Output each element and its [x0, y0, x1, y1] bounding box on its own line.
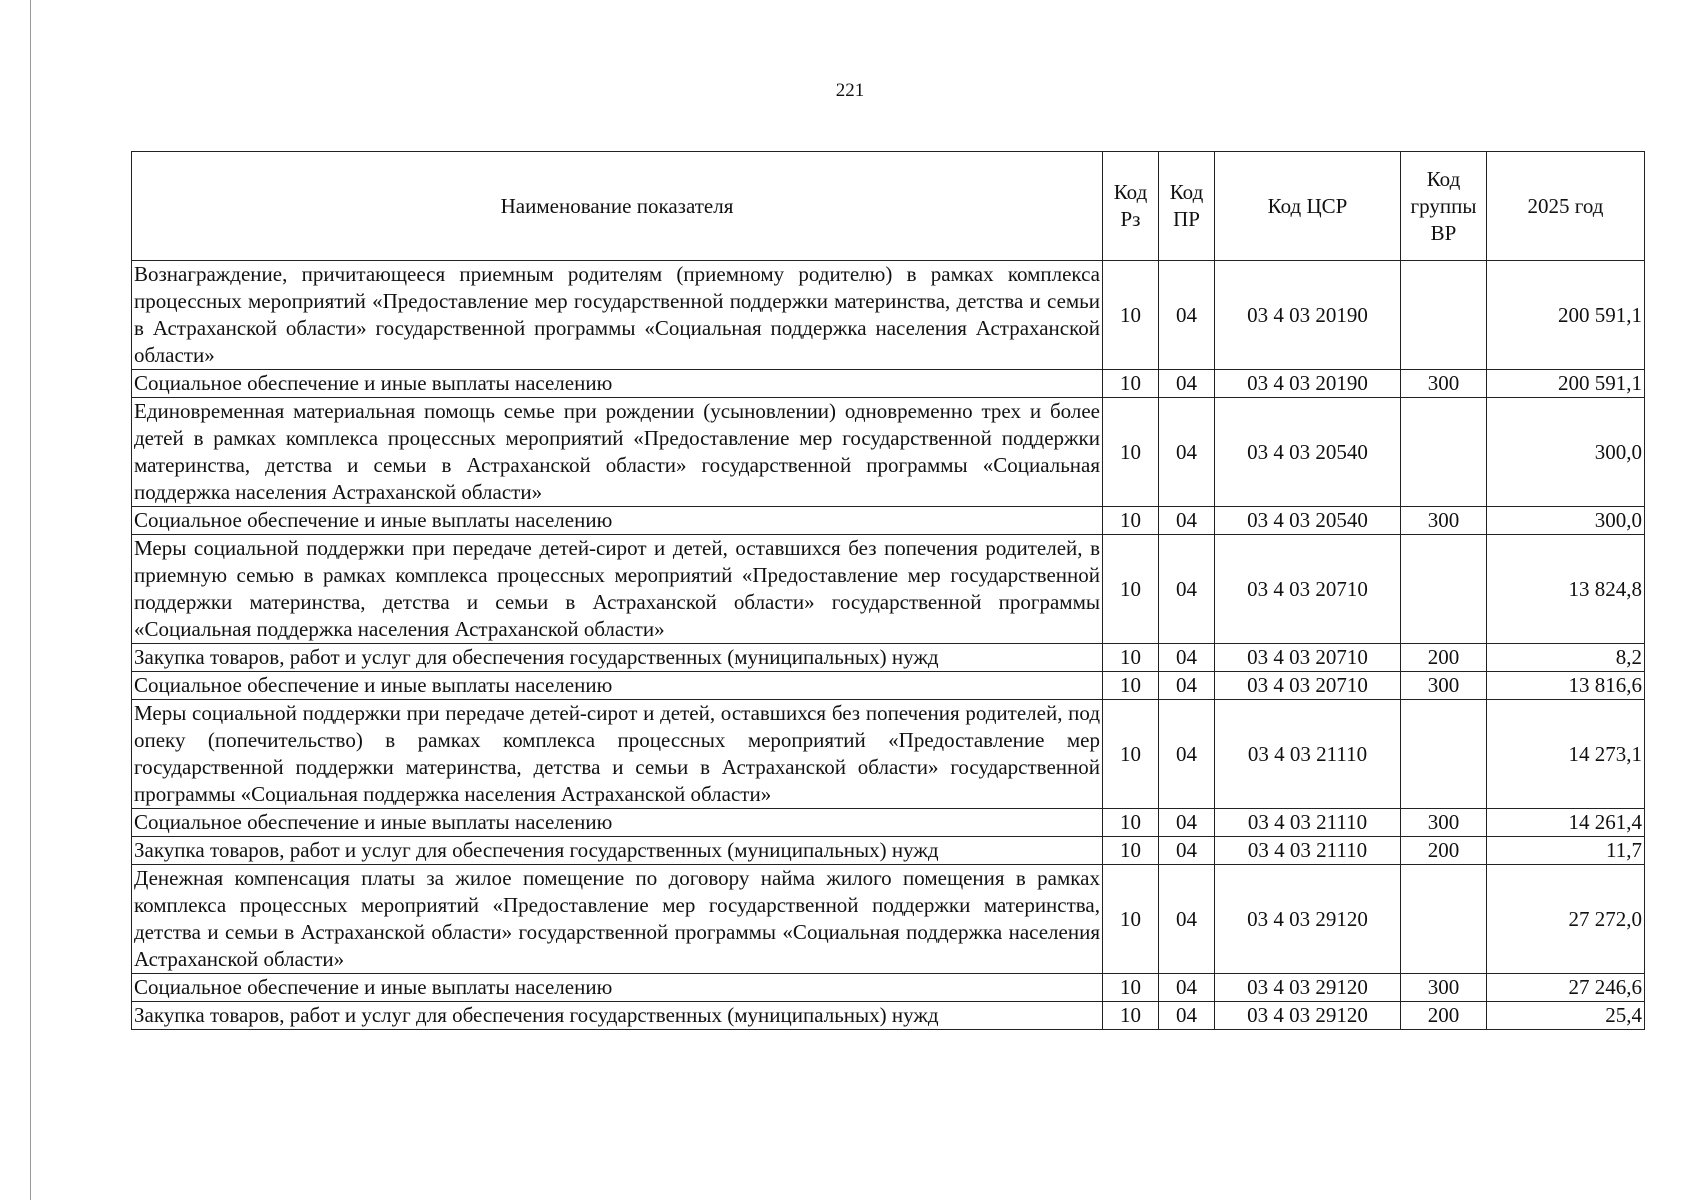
cell-name: Меры социальной поддержки при передаче детей-сирот и детей, оставшихся без попечения родителей, в приемную семью в рамках комплекса процессных мероприятий «Предоставление мер государственной поддержки материнства, детства и семьи в Астраханской области» государственной программы «Социальная поддержка населения Астраханской области» — [132, 535, 1103, 644]
cell-amount: 27 272,0 — [1487, 865, 1645, 974]
cell-vr: 200 — [1401, 644, 1487, 672]
cell-name: Вознаграждение, причитающееся приемным родителям (приемному родителю) в рамках комплекса процессных мероприятий «Предоставление мер государственной поддержки материнства, детства и семьи в Астраханской области» государственной программы «Социальная поддержка населения Астраханской области» — [132, 261, 1103, 370]
cell-name: Социальное обеспечение и иные выплаты населению — [132, 672, 1103, 700]
cell-vr: 300 — [1401, 672, 1487, 700]
cell-rz: 10 — [1103, 261, 1159, 370]
table-row — [132, 398, 1645, 507]
cell-vr: 200 — [1401, 837, 1487, 865]
cell-rz: 10 — [1103, 398, 1159, 507]
cell-name: Меры социальной поддержки при передаче детей-сирот и детей, оставшихся без попечения родителей, под опеку (попечительство) в рамках комплекса процессных мероприятий «Предоставление мер государственной поддержки материнства, детства и семьи в Астраханской области» государственной программы «Социальная поддержка населения Астраханской области» — [132, 700, 1103, 809]
cell-csr: 03 4 03 29120 — [1215, 1002, 1401, 1030]
cell-csr: 03 4 03 29120 — [1215, 865, 1401, 974]
cell-csr: 03 4 03 20540 — [1215, 398, 1401, 507]
cell-rz: 10 — [1103, 672, 1159, 700]
header-csr: Код ЦСР — [1215, 152, 1401, 261]
table-row — [132, 535, 1645, 644]
cell-rz: 10 — [1103, 837, 1159, 865]
cell-vr — [1401, 261, 1487, 370]
cell-name: Социальное обеспечение и иные выплаты населению — [132, 809, 1103, 837]
cell-csr: 03 4 03 20710 — [1215, 672, 1401, 700]
header-row — [132, 152, 1645, 261]
table-row — [132, 974, 1645, 1002]
page-number: 221 — [835, 80, 865, 101]
cell-csr: 03 4 03 21110 — [1215, 809, 1401, 837]
table-header — [132, 152, 1645, 261]
cell-pr: 04 — [1159, 398, 1215, 507]
cell-amount: 14 273,1 — [1487, 700, 1645, 809]
cell-pr: 04 — [1159, 837, 1215, 865]
cell-name: Социальное обеспечение и иные выплаты населению — [132, 507, 1103, 535]
cell-name: Денежная компенсация платы за жилое помещение по договору найма жилого помещения в рамках комплекса процессных мероприятий «Предоставление мер государственной поддержки материнства, детства и семьи в Астраханской области» государственной программы «Социальная поддержка населения Астраханской области» — [132, 865, 1103, 974]
cell-amount: 13 824,8 — [1487, 535, 1645, 644]
cell-amount: 25,4 — [1487, 1002, 1645, 1030]
cell-name: Социальное обеспечение и иные выплаты населению — [132, 370, 1103, 398]
cell-csr: 03 4 03 21110 — [1215, 837, 1401, 865]
cell-vr: 300 — [1401, 809, 1487, 837]
scan-margin-line — [30, 0, 31, 1200]
cell-csr: 03 4 03 20540 — [1215, 507, 1401, 535]
cell-amount: 300,0 — [1487, 507, 1645, 535]
cell-pr: 04 — [1159, 672, 1215, 700]
table-row — [132, 672, 1645, 700]
table-row — [132, 370, 1645, 398]
cell-rz: 10 — [1103, 535, 1159, 644]
cell-amount: 200 591,1 — [1487, 370, 1645, 398]
cell-csr: 03 4 03 20710 — [1215, 644, 1401, 672]
header-vr: Код группы ВР — [1401, 152, 1487, 261]
cell-amount: 200 591,1 — [1487, 261, 1645, 370]
header-year: 2025 год — [1487, 152, 1645, 261]
header-pr: Код ПР — [1159, 152, 1215, 261]
cell-vr: 200 — [1401, 1002, 1487, 1030]
cell-pr: 04 — [1159, 700, 1215, 809]
cell-csr: 03 4 03 20190 — [1215, 261, 1401, 370]
header-name: Наименование показателя — [132, 152, 1103, 261]
cell-csr: 03 4 03 20190 — [1215, 370, 1401, 398]
cell-pr: 04 — [1159, 809, 1215, 837]
cell-amount: 14 261,4 — [1487, 809, 1645, 837]
cell-vr: 300 — [1401, 974, 1487, 1002]
table-row — [132, 809, 1645, 837]
table-row — [132, 261, 1645, 370]
cell-rz: 10 — [1103, 644, 1159, 672]
cell-amount: 27 246,6 — [1487, 974, 1645, 1002]
table-row — [132, 1002, 1645, 1030]
budget-table — [131, 151, 1645, 1030]
cell-vr: 300 — [1401, 507, 1487, 535]
table-row — [132, 507, 1645, 535]
cell-name: Закупка товаров, работ и услуг для обеспечения государственных (муниципальных) нужд — [132, 644, 1103, 672]
cell-name: Единовременная материальная помощь семье при рождении (усыновлении) одновременно трех и более детей в рамках комплекса процессных мероприятий «Предоставление мер государственной поддержки материнства, детства и семьи в Астраханской области» государственной программы «Социальная поддержка населения Астраханской области» — [132, 398, 1103, 507]
cell-rz: 10 — [1103, 809, 1159, 837]
cell-rz: 10 — [1103, 507, 1159, 535]
cell-name: Социальное обеспечение и иные выплаты населению — [132, 974, 1103, 1002]
cell-vr — [1401, 398, 1487, 507]
cell-amount: 13 816,6 — [1487, 672, 1645, 700]
cell-vr: 300 — [1401, 370, 1487, 398]
table-row — [132, 865, 1645, 974]
cell-rz: 10 — [1103, 974, 1159, 1002]
cell-vr — [1401, 700, 1487, 809]
cell-pr: 04 — [1159, 974, 1215, 1002]
cell-pr: 04 — [1159, 535, 1215, 644]
cell-name: Закупка товаров, работ и услуг для обеспечения государственных (муниципальных) нужд — [132, 837, 1103, 865]
cell-amount: 8,2 — [1487, 644, 1645, 672]
cell-rz: 10 — [1103, 370, 1159, 398]
cell-pr: 04 — [1159, 1002, 1215, 1030]
cell-pr: 04 — [1159, 865, 1215, 974]
cell-csr: 03 4 03 21110 — [1215, 700, 1401, 809]
cell-pr: 04 — [1159, 370, 1215, 398]
cell-rz: 10 — [1103, 865, 1159, 974]
table-row — [132, 837, 1645, 865]
table-row — [132, 644, 1645, 672]
table-body — [132, 261, 1645, 1030]
cell-csr: 03 4 03 20710 — [1215, 535, 1401, 644]
cell-csr: 03 4 03 29120 — [1215, 974, 1401, 1002]
header-rz: Код Рз — [1103, 152, 1159, 261]
cell-name: Закупка товаров, работ и услуг для обеспечения государственных (муниципальных) нужд — [132, 1002, 1103, 1030]
cell-pr: 04 — [1159, 507, 1215, 535]
cell-rz: 10 — [1103, 1002, 1159, 1030]
table-row — [132, 700, 1645, 809]
cell-amount: 11,7 — [1487, 837, 1645, 865]
cell-pr: 04 — [1159, 644, 1215, 672]
cell-rz: 10 — [1103, 700, 1159, 809]
cell-vr — [1401, 865, 1487, 974]
cell-amount: 300,0 — [1487, 398, 1645, 507]
cell-pr: 04 — [1159, 261, 1215, 370]
cell-vr — [1401, 535, 1487, 644]
